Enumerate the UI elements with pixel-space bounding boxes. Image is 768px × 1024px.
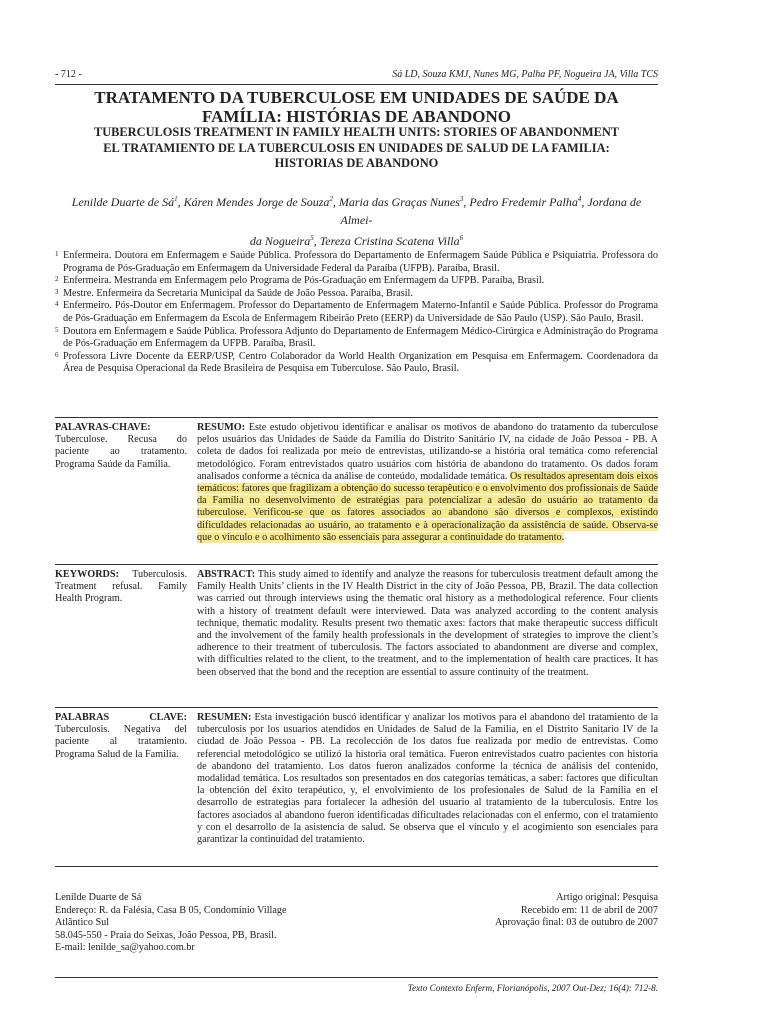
running-header — [55, 69, 658, 85]
affiliation-item: 5 Doutora em Enfermagem e Saúde Pública. Professora Adjunto do Departamento de Enfermagem Médico-Cirúrgica e Administração do Programa de Pós-Graduação em Enfermagem da UFPB. Paraíba, Brasil. — [55, 325, 658, 350]
author-name: Káren Mendes Jorge de Souza — [183, 195, 330, 209]
section-rule — [55, 866, 658, 867]
affiliation-item: 2 Enfermeira. Mestranda em Enfermagem pelo Programa de Pós-Graduação em Enfermagem da UFPB. Paraíba, Brasil. — [55, 275, 545, 287]
title-english: TUBERCULOSIS TREATMENT IN FAMILY HEALTH UNITS: STORIES OF ABANDONMENT — [93, 125, 620, 139]
keywords-spanish: PALABRAS CLAVE: Tuberculosis. Negativa del paciente al tratamiento. Programa Salud de la Familia. — [55, 712, 187, 760]
address-line: 58.045-550 - Praia do Seixas, João Pessoa, PB, Brasil. — [55, 929, 277, 941]
header-rule — [55, 84, 658, 85]
article-type: Artigo original: Pesquisa — [556, 892, 658, 903]
title-spanish: EL TRATAMIENTO DE LA TUBERCULOSIS EN UNIDADES DE SALUD DE LA FAMILIA: HISTORIAS DE ABANDONO — [103, 141, 610, 170]
abstract: ABSTRACT: This study aimed to identify and analyze the reasons for tuberculosis treatment default among the Family Health Units’ clients in the IV Health District in the city of João Pessoa, PB, Brazil. The data collection was carried out through interviews using the thematic oral history as a methodological reference. Four clients with a history of treatment default were interviewed. Data was analyzed according to the content analysis technique, thematic modality. Results present two thematic axes: factors that make therapeutic success difficult and the involvement of the family health professionals in the development of strategies to improve the client’s adherence to their treatment of tuberculosis. The factors associated to abandonment are diverse and complex, with difficulties related to the client, to the treatment, and to the implementation of health care practices. It has been observed that the bond and the reception are essential to assure continuity of the treatment. — [197, 569, 658, 678]
address-line: Endereço: R. da Falésia, Casa B 05, Condomínio Village — [55, 904, 287, 916]
author-name: Jordana de Almei- — [340, 195, 642, 227]
running-authors: Sá LD, Souza KMJ, Nunes MG, Palha PF, Nogueira JA, Villa TCS — [392, 69, 658, 80]
affiliations — [55, 250, 658, 376]
author-name: Lenilde Duarte de Sá — [71, 195, 175, 209]
affiliation-item: 4 Enfermeiro. Pós-Doutor em Enfermagem. Professor do Departamento de Enfermagem Materno-Infantil e Saúde Pública. Professor do Programa de Pós-Graduação em Enfermagem da Escola de Enfermagem Ribeirão Preto (EERP) da Universidade de São Paulo (USP). São Paulo, Brasil. — [55, 300, 658, 324]
abstract-english — [55, 569, 658, 704]
article-meta — [398, 892, 658, 930]
resumo: RESUMO: Este estudo objetivou identificar e analisar os motivos de abandono do tratamento da tuberculose pelos usuários das Unidades de Saúde da Família do Distrito Sanitário IV, na cidade de João Pessoa - PB. A coleta de dados foi realizada por meio de entrevistas, utilizando-se a história oral temática como referencial metodológico. Foram entrevistados quatro usuários com história de abandono do tratamento. Os dados foram analisados conforme a técnica da análise de conteúdo, modalidade temática. Os resultados apresentam dois eixos temáticos: fatores que fragilizam a obtenção do sucesso terapêutico e o envolvimento dos profissionais de Saúde da Família no desenvolvimento de estratégias para potencializar a adesão do usuário ao tratamento da tuberculose. Verificou-se que os fatores associados ao abandono são diversos e complexos, existindo dificuldades relacionadas ao usuário, ao tratamento e à operacionalização da assistência de saúde. Observa-se que o vínculo e o acolhimento são essenciais para assegurar a continuidade do tratamento. — [197, 422, 658, 543]
author-list: Lenilde Duarte de $Sá^1$, Káren Mendes Jorge de Souza$^2$, Maria das Graças Nunes$^3$, Pedro Fredemir Palha$^4$, Jordana de Almei- da Nogueira$^5$, Tereza Cristina Scatena Villa$^6$ — [71, 195, 642, 248]
author-name: da Nogueira — [249, 234, 311, 248]
affiliation-item: 3 Mestre. Enfermeira da Secretaria Municipal da Saúde de João Pessoa. Paraíba, Brasil. — [55, 287, 413, 299]
author-name: Maria das Graças Nunes — [338, 195, 460, 209]
correspondence-block — [55, 892, 385, 955]
highlighted-text: Os resultados apresentam dois eixos temáticos: fatores que fragilizam a obtenção do sucesso terapêutico e o envolvimento dos profissionais de Saúde da Família no desenvolvimento de estratégias para potencializar a adesão do usuário ao tratamento da tuberculose. Verificou-se que os fatores associados ao abandono são diversos e complexos, existindo dificuldades relacionadas ao usuário, ao tratamento e à operacionalização da assistência de saúde. Observa-se que o vínculo e o acolhimento são essenciais para assegurar a continuidade do tratamento. — [197, 470, 658, 543]
footer-rule — [55, 977, 658, 978]
address-line: Atlântico Sul — [55, 917, 110, 929]
corresponding-author: Lenilde Duarte de Sá — [55, 892, 142, 903]
affiliation-item: 1 Enfermeira. Doutora em Enfermagem e Saúde Pública. Professora do Departamento de Enfermagem Saúde Pública e Psiquiatria. Professora do Programa de Pós-Graduação em Enfermagem da Universidade Federal da Paraíba (UFPB). Paraíba, Brasil. — [55, 250, 658, 274]
resumen: RESUMEN: Esta investigación buscó identificar y analizar los motivos para el abandono del tratamiento de la tuberculosis por los usuarios atendidos en Unidades de Salud de la Familia, en el Distrito Sanitario IV de la ciudad de João Pessoa - PB. La recolección de los datos fue realizada por medio de entrevistas. Como referencial metodológico se utilizó la historia oral temática. Fueron entrevistados cuatro pacientes con historia de abandono del tratamiento. Los datos fueron analizados conforme la técnica de análisis del contenido, modalidad temática. Los resultados son presentados en dos categorías temáticas, a saber: factores que dificultan la obtención del éxito terapéutico, y, el envolvimiento de los profesionales de Salud de la Familia en el desarrollo de estrategias para fortalecer la adhesión del usuario al tratamiento de la tuberculosis. Entre los factores asociados al abandono fueron identificadas dificultades relacionadas con el enfermo, con el tratamiento y con el desarrollo de la asistencia de salud. Se observa que el vínculo y el acogimiento son esenciales para garantizar la continuidad del tratamiento. — [197, 712, 658, 846]
section-rule — [55, 564, 658, 565]
abstract-spanish — [55, 712, 658, 862]
approval-date: Aprovação final: 03 de outubro de 2007 — [495, 917, 658, 929]
received-date: Recebido em: 11 de abril de 2007 — [520, 904, 658, 916]
author-name: Tereza Cristina Scatena Villa — [319, 234, 460, 248]
keywords-portuguese: PALAVRAS-CHAVE: Tuberculose. Recusa do paciente ao tratamento. Programa Saúde da Família. — [55, 422, 187, 470]
abstract-portuguese — [55, 422, 658, 562]
journal-citation: Texto Contexto Enferm, Florianópolis, 2007 Out-Dez; 16(4): 712-8. — [407, 983, 658, 993]
title-portuguese: TRATAMENTO DA TUBERCULOSE EM UNIDADES DE SAÚDE DA FAMÍLIA: HISTÓRIAS DE ABANDONO — [94, 88, 619, 126]
email: E-mail: lenilde_sa@yahoo.com.br — [55, 942, 195, 954]
affiliation-item: 6 Professora Livre Docente da EERP/USP, Centro Colaborador da World Health Organization em Pesquisa em Enfermagem. Coordenadora da Área de Pesquisa Operacional da Rede Brasileira de Pesquisa em Tuberculose. São Paulo, Brasil. — [55, 350, 658, 375]
author-name: Pedro Fredemir Palha — [469, 195, 578, 209]
page-number: - 712 - — [55, 69, 82, 80]
section-rule — [55, 417, 658, 418]
section-rule — [55, 707, 658, 708]
keywords-english: KEYWORDS: Tuberculosis. Treatment refusal. Family Health Program. — [55, 569, 187, 605]
